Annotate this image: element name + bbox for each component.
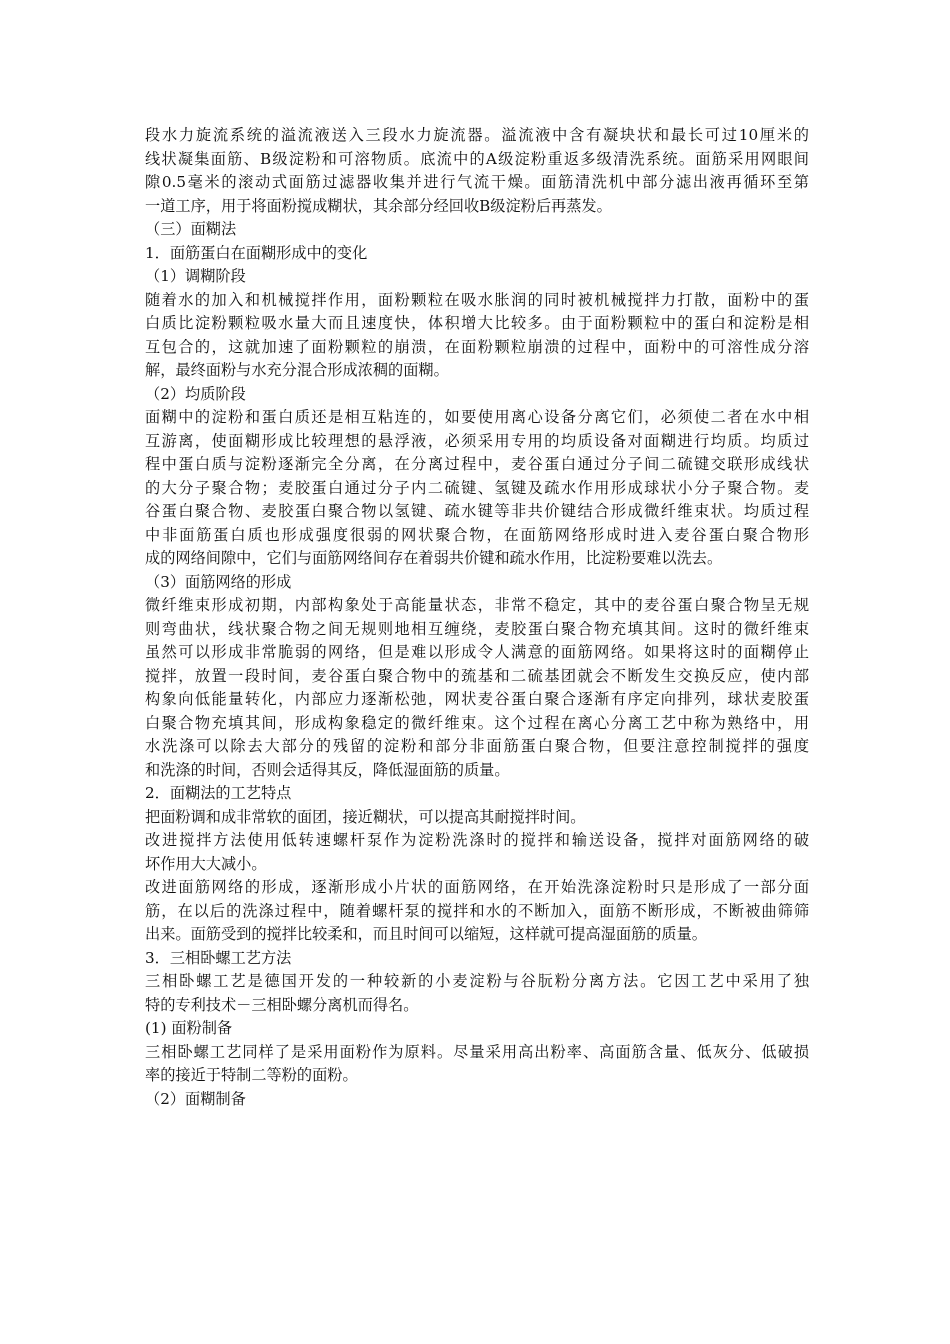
text-line: 和洗涤的时间，否则会适得其反，降低湿面筋的质量。: [145, 760, 510, 779]
text-line: 白聚合物充填其间，形成构象稳定的微纤维束。这个过程在离心分离工艺中称为熟络中，用: [145, 713, 809, 732]
text-line: 面糊中的淀粉和蛋白质还是相互粘连的，如要使用离心设备分离它们，必须使二者在水中相: [145, 408, 809, 426]
step-heading-flour-prep: (1) 面粉制备: [145, 1019, 233, 1037]
paragraph-hydrocyclone: [145, 124, 809, 218]
paragraph-gluten-network: [145, 594, 809, 782]
text-line: 则弯曲状，线状聚合物之间无规则地相互缠绕，麦胶蛋白聚合物充填其间。这时的微纤维束: [145, 619, 809, 638]
text-line: 段水力旋流系统的溢流液送入三段水力旋流器。溢流液中含有凝块状和最长可过10厘米的: [145, 126, 809, 144]
text-line: 搅拌，放置一段时间，麦谷蛋白聚合物中的巯基和二硫基团就会不断发生交换反应，使内部: [145, 666, 809, 685]
paragraph-homogenization: [145, 406, 809, 571]
paragraph-network-improvement: [145, 876, 809, 947]
text-line: 互游离，使面糊形成比较理想的悬浮液，必须采用专用的均质设备对面糊进行均质。均质过: [145, 431, 809, 450]
text-line: 特的专利技术－三相卧螺分离机而得名。: [145, 995, 419, 1014]
step-heading-mixing: （1）调糊阶段: [145, 267, 246, 285]
subsection-heading-process-features: 2．面糊法的工艺特点: [145, 784, 292, 802]
subsection-heading-tricanter: 3．三相卧螺工艺方法: [145, 948, 292, 967]
text-line: 把面粉调和成非常软的面团，接近糊状，可以提高其耐搅拌时间。: [145, 807, 586, 826]
step-heading-homogenization: （2）均质阶段: [145, 384, 246, 403]
text-line: 隙0.5毫米的滚动式面筋过滤器收集并进行气流干燥。面筋清洗机中部分滤出液再循环至第: [145, 173, 809, 191]
paragraph-flour-prep: [145, 1041, 809, 1088]
text-line: 率的接近于特制二等粉的面粉。: [145, 1066, 358, 1084]
step-heading-gluten-network: （3）面筋网络的形成: [145, 572, 292, 591]
text-line: 白质比淀粉颗粒吸水量大而且速度快，体积增大比较多。由于面粉颗粒中的蛋白和淀粉是相: [145, 314, 809, 332]
text-line: 一道工序，用于将面粉搅成糊状，其余部分经回收B级淀粉后再蒸发。: [145, 196, 612, 215]
text-line: 解，最终面粉与水充分混合形成浓稠的面糊。: [145, 361, 449, 379]
text-line: 虽然可以形成非常脆弱的网络，但是难以形成令人满意的面筋网络。如果将这时的面糊停止: [145, 643, 809, 661]
text-line: 程中蛋白质与淀粉逐渐完全分离，在分离过程中，麦谷蛋白通过分子间二硫键交联形成线状: [145, 455, 809, 473]
text-line: 三相卧螺工艺是德国开发的一种较新的小麦淀粉与谷朊粉分离方法。它因工艺中采用了独: [145, 972, 809, 990]
text-line: 谷蛋白聚合物、麦胶蛋白聚合物以氢键、疏水键等非共价键结合形成微纤维束状。均质过程: [145, 502, 809, 520]
paragraph-mixing: [145, 289, 809, 383]
paragraph-tricanter-intro: [145, 970, 809, 1017]
text-line: 线状凝集面筋、B级淀粉和可溶物质。底流中的A级淀粉重返多级清洗系统。面筋采用网眼间: [145, 149, 809, 168]
text-line: 随着水的加入和机械搅拌作用，面粉颗粒在吸水胀润的同时被机械搅拌力打散，面粉中的蛋: [145, 290, 809, 309]
text-line: 三相卧螺工艺同样了是采用面粉作为原料。尽量采用高出粉率、高面筋含量、低灰分、低破损: [145, 1042, 809, 1061]
text-line: 微纤维束形成初期，内部构象处于高能量状态，非常不稳定，其中的麦谷蛋白聚合物呈无规: [145, 596, 809, 614]
document-page: [145, 124, 809, 1111]
step-heading-batter-prep: （2）面糊制备: [145, 1089, 246, 1108]
text-line: 改进搅拌方法使用低转速螺杆泵作为淀粉洗涤时的搅拌和输送设备，搅拌对面筋网络的破: [145, 831, 809, 849]
section-heading-batter-method: （三）面糊法: [145, 220, 237, 238]
text-line: 水洗涤可以除去大部分的残留的淀粉和部分非面筋蛋白聚合物，但要注意控制搅拌的强度: [145, 737, 809, 755]
text-line: 的大分子聚合物；麦胶蛋白通过分子内二硫键、氢键及疏水作用形成球状小分子聚合物。麦: [145, 478, 809, 497]
paragraph-screw-pump: [145, 829, 809, 876]
text-line: 坏作用大大减小。: [145, 854, 267, 873]
text-line: 成的网络间隙中，它们与面筋网络间存在着弱共价键和疏水作用，比淀粉要难以洗去。: [145, 549, 723, 567]
text-line: 构象向低能量转化，内部应力逐渐松弛，网状麦谷蛋白聚合逐渐有序定向排列，球状麦胶蛋: [145, 690, 809, 708]
text-line: 中非面筋蛋白质也形成强度很弱的网状聚合物，在面筋网络形成时进入麦谷蛋白聚合物形: [145, 525, 809, 544]
paragraph-soft-dough: [145, 806, 809, 830]
text-line: 互包合的，这就加速了面粉颗粒的崩溃，在面粉颗粒崩溃的过程中，面粉中的可溶性成分溶: [145, 337, 809, 356]
text-line: 改进面筋网络的形成，逐渐形成小片状的面筋网络，在开始洗涤淀粉时只是形成了一部分面: [145, 878, 809, 896]
text-line: 出来。面筋受到的搅拌比较柔和，而且时间可以缩短，这样就可提高湿面筋的质量。: [145, 925, 707, 943]
subsection-heading-gluten-change: 1．面筋蛋白在面糊形成中的变化: [145, 243, 368, 262]
text-line: 筋，在以后的洗涤过程中，随着螺杆泵的搅拌和水的不断加入，面筋不断形成，不断被曲筛筛: [145, 901, 809, 920]
